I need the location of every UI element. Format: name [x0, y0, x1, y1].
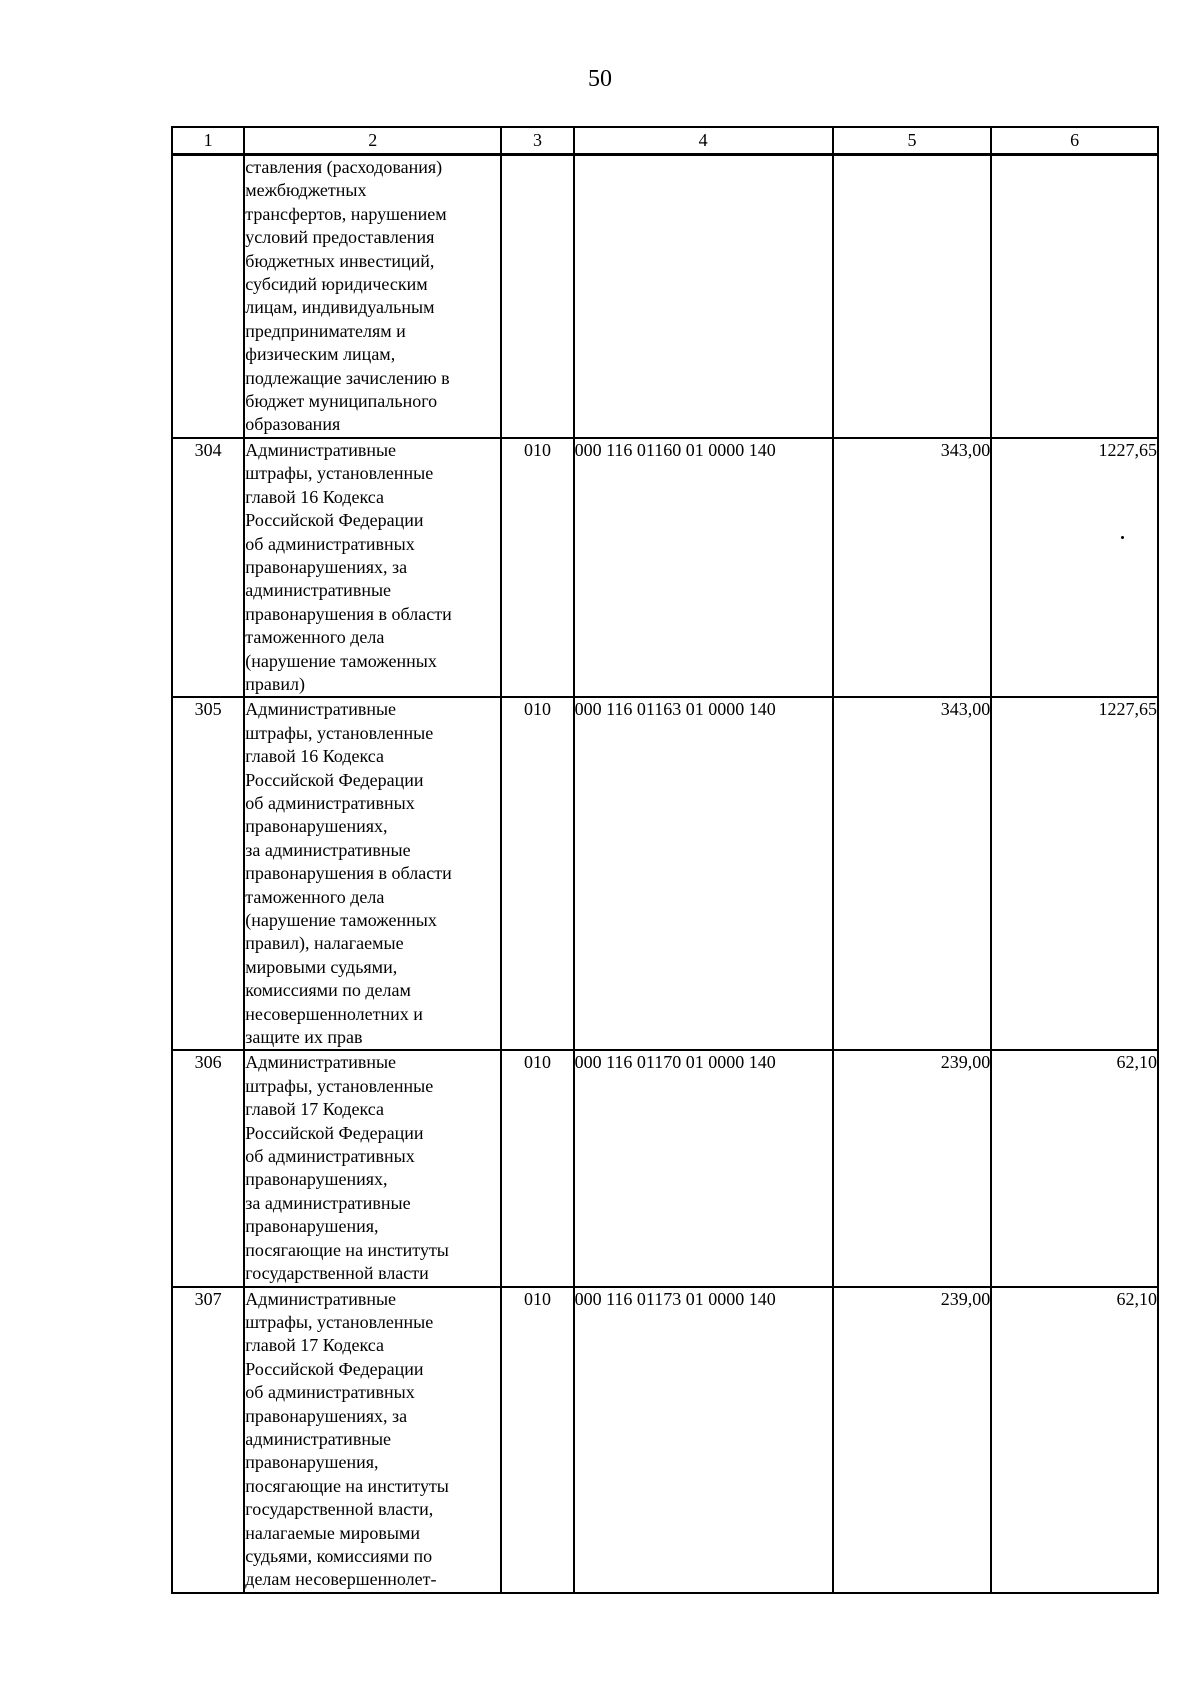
description-line: (нарушение таможенных — [245, 910, 437, 930]
description-line: комиссиями по делам — [245, 980, 411, 1001]
description-line: делам несовершеннолет- — [245, 1569, 437, 1590]
description-line: (нарушение таможенных — [245, 650, 437, 671]
description-line: государственной власти, — [245, 1499, 434, 1520]
description-line: мировыми судьями, — [245, 956, 398, 977]
table-row — [172, 1287, 1158, 1593]
budget-classification-code: 000 116 01170 01 0000 140 — [574, 1050, 833, 1286]
value-column-6 — [991, 155, 1158, 438]
row-description — [244, 1050, 501, 1286]
description-line: правил), налагаемые — [245, 933, 404, 954]
description-line: Административные — [245, 1052, 397, 1073]
admin-code: 010 — [501, 697, 573, 1050]
description-line: несовершеннолетних и — [245, 1003, 423, 1024]
description-line: главой 16 Кодекса — [245, 486, 384, 507]
table-row — [172, 438, 1158, 697]
description-line: правонарушения в области — [245, 863, 452, 884]
value-column-5: 343,00 — [833, 438, 992, 697]
description-line: таможенного дела — [245, 627, 385, 648]
description-line: за административные — [245, 839, 411, 860]
description-line: субсидий юридическим — [245, 274, 428, 295]
table-row — [172, 155, 1158, 438]
description-line: об административных — [245, 1146, 415, 1167]
description-line: штрафы, установленные — [245, 722, 434, 743]
value-column-6: 1227,65 — [991, 697, 1158, 1050]
description-line: правонарушениях, за — [245, 1405, 408, 1426]
value-column-6: 62,10 — [991, 1050, 1158, 1286]
description-line: об административных — [245, 1382, 415, 1403]
budget-revenue-table — [171, 126, 1159, 1594]
description-line: главой 17 Кодекса — [245, 1335, 384, 1356]
table-row — [172, 697, 1158, 1050]
description-line: главой 16 Кодекса — [245, 746, 384, 767]
row-number: 304 — [172, 438, 244, 697]
description-line: судьями, комиссиями по — [245, 1545, 433, 1566]
description-line: посягающие на институты — [245, 1475, 449, 1496]
description-line: Административные — [245, 439, 397, 460]
description-line: правонарушения, — [245, 1452, 379, 1473]
description-line: таможенного дела — [245, 886, 385, 907]
description-line: правонарушениях, — [245, 1169, 388, 1190]
table-row — [172, 1050, 1158, 1286]
description-line: об административных — [245, 533, 415, 554]
description-line: административные — [245, 1428, 392, 1449]
description-line: Административные — [245, 699, 397, 720]
value-column-6: 62,10 — [991, 1287, 1158, 1593]
table-body — [172, 155, 1158, 1593]
description-line: трансфертов, нарушением — [245, 203, 447, 224]
description-line: государственной власти — [245, 1263, 429, 1284]
value-column-5: 343,00 — [833, 697, 992, 1050]
description-line: штрафы, установленные — [245, 1311, 434, 1332]
row-number: 306 — [172, 1050, 244, 1286]
row-number: 305 — [172, 697, 244, 1050]
description-line: об административных — [245, 792, 415, 813]
admin-code: 010 — [501, 1287, 573, 1593]
column-header-3: 3 — [501, 127, 573, 155]
budget-classification-code: 000 116 01163 01 0000 140 — [574, 697, 833, 1050]
description-line: бюджетных инвестиций, — [245, 250, 435, 271]
description-line: предпринимателям и — [245, 320, 406, 341]
description-line: за административные — [245, 1192, 411, 1213]
value-column-5: 239,00 — [833, 1050, 992, 1286]
column-header-6: 6 — [991, 127, 1158, 155]
row-number: 307 — [172, 1287, 244, 1593]
description-line: Российской Федерации — [245, 1122, 424, 1143]
description-line: Российской Федерации — [245, 1358, 424, 1379]
table-header-row — [172, 127, 1158, 155]
description-line: защите их прав — [245, 1027, 363, 1048]
description-line: посягающие на институты — [245, 1239, 449, 1260]
description-line: правонарушениях, за — [245, 556, 408, 577]
description-line: подлежащие зачислению в — [245, 367, 450, 388]
column-header-2: 2 — [244, 127, 501, 155]
description-line: штрафы, установленные — [245, 463, 434, 484]
description-line: правил) — [245, 673, 306, 694]
description-line: ставления (расходования) — [245, 157, 443, 177]
description-line: условий предоставления — [245, 227, 435, 248]
value-column-6: 1227,65 — [991, 438, 1158, 697]
column-header-1: 1 — [172, 127, 244, 155]
description-line: лицам, индивидуальным — [245, 297, 435, 318]
description-line: образования — [245, 414, 341, 435]
description-line: налагаемые мировыми — [245, 1522, 421, 1543]
description-line: Административные — [245, 1288, 397, 1309]
description-line: главой 17 Кодекса — [245, 1099, 384, 1120]
description-line: Российской Федерации — [245, 510, 424, 531]
row-description — [244, 438, 501, 697]
description-line: межбюджетных — [245, 180, 367, 201]
admin-code: 010 — [501, 1050, 573, 1286]
description-line: физическим лицам, — [245, 344, 396, 365]
budget-classification-code — [574, 155, 833, 438]
description-line: штрафы, установленные — [245, 1075, 434, 1096]
admin-code — [501, 155, 573, 438]
description-line: административные — [245, 580, 392, 601]
row-description — [244, 697, 501, 1050]
row-description — [244, 1287, 501, 1593]
description-line: правонарушения в области — [245, 603, 452, 624]
description-line: правонарушения, — [245, 1216, 379, 1237]
value-column-5 — [833, 155, 992, 438]
description-line: бюджет муниципального — [245, 391, 438, 412]
description-line: Российской Федерации — [245, 769, 424, 790]
page-number: 50 — [588, 66, 612, 92]
row-number — [172, 155, 244, 438]
budget-classification-code: 000 116 01173 01 0000 140 — [574, 1287, 833, 1593]
value-column-5: 239,00 — [833, 1287, 992, 1593]
row-description — [244, 155, 501, 438]
description-line: правонарушениях, — [245, 816, 388, 837]
column-header-5: 5 — [833, 127, 992, 155]
budget-classification-code: 000 116 01160 01 0000 140 — [574, 438, 833, 697]
column-header-4: 4 — [574, 127, 833, 155]
scan-speck — [1121, 536, 1124, 539]
admin-code: 010 — [501, 438, 573, 697]
